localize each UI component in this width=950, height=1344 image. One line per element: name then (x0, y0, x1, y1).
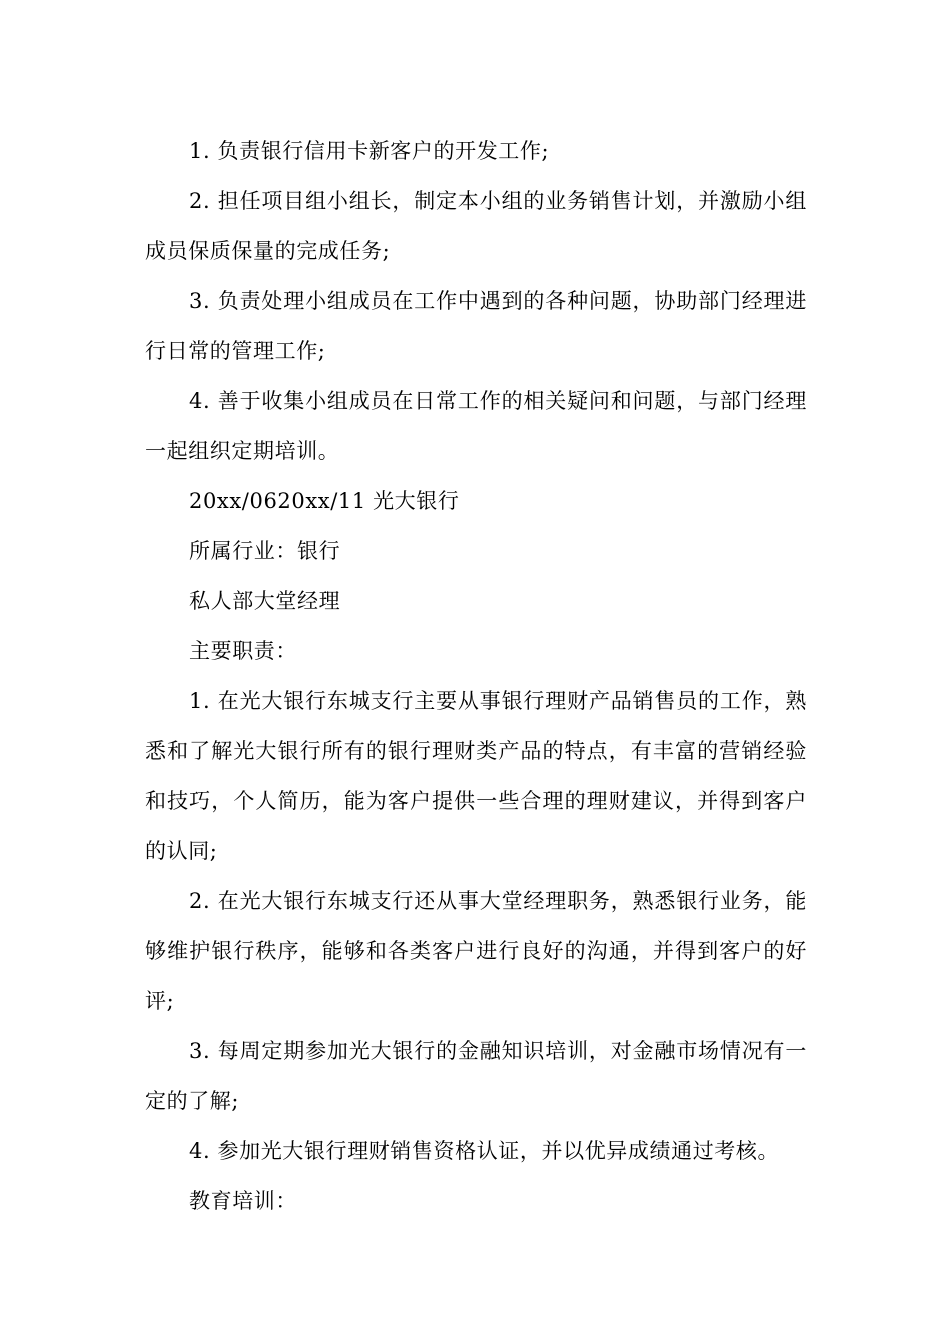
paragraph-job-duty-2: 2. 在光大银行东城支行还从事大堂经理职务，熟悉银行业务，能够维护银行秩序，能够和各类客户进行良好的沟通，并得到客户的好评; (145, 889, 807, 1013)
job-period-employer: 20xx/0620xx/11 光大银行 (189, 489, 460, 513)
paragraph-duty-1: 1. 负责银行信用卡新客户的开发工作; (189, 139, 550, 163)
job-industry: 所属行业：银行 (189, 539, 341, 563)
paragraph-duty-4: 4. 善于收集小组成员在日常工作的相关疑问和问题，与部门经理一起组织定期培训。 (145, 389, 807, 463)
paragraph-job-duty-4: 4. 参加光大银行理财销售资格认证，并以优异成绩通过考核。 (189, 1139, 780, 1163)
section-heading-education: 教育培训： (189, 1189, 297, 1213)
paragraph-job-duty-3: 3. 每周定期参加光大银行的金融知识培训，对金融市场情况有一定的了解; (145, 1039, 807, 1113)
paragraph-duty-3: 3. 负责处理小组成员在工作中遇到的各种问题，协助部门经理进行日常的管理工作; (145, 289, 807, 363)
paragraph-duty-2: 2. 担任项目组小组长，制定本小组的业务销售计划，并激励小组成员保质保量的完成任务; (145, 189, 807, 263)
document-body (145, 126, 807, 1226)
job-title: 私人部大堂经理 (189, 589, 341, 613)
paragraph-job-duty-1: 1. 在光大银行东城支行主要从事银行理财产品销售员的工作，熟悉和了解光大银行所有的银行理财类产品的特点，有丰富的营销经验和技巧，个人简历，能为客户提供一些合理的理财建议，并得到客户的认同; (145, 689, 807, 863)
section-heading-duties: 主要职责： (189, 639, 297, 663)
